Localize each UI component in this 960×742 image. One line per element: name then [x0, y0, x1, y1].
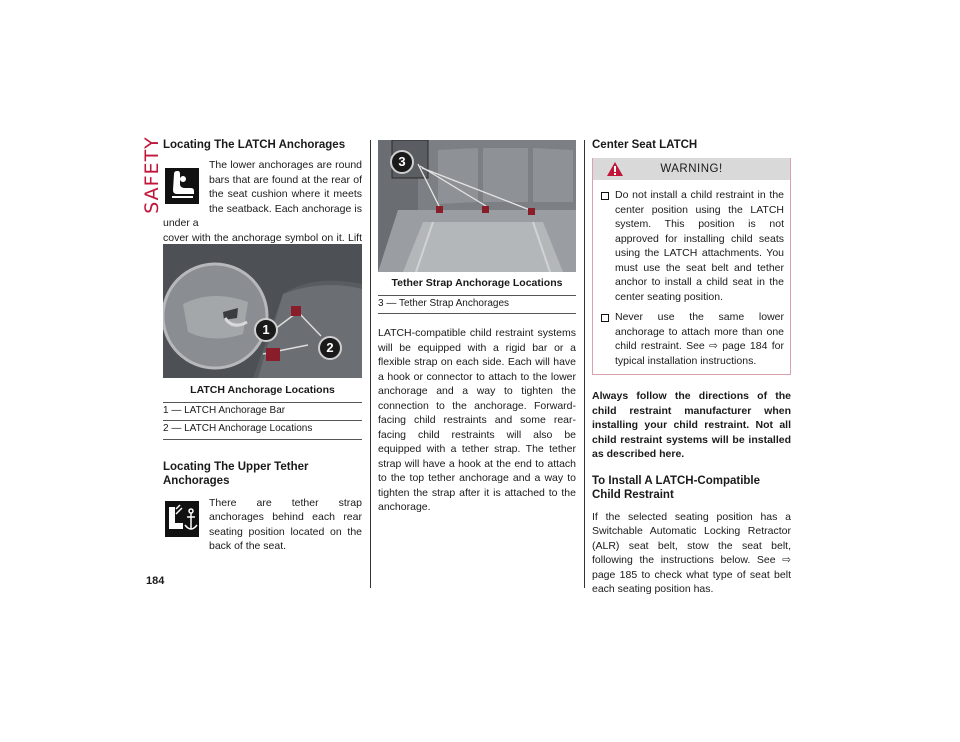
column-divider-2	[584, 140, 585, 588]
column-3	[592, 138, 791, 597]
figure1-caption	[163, 383, 362, 554]
para-latch-compatible: LATCH-compatible child restraint systems will be equipped with a rigid bar or a flexible strap on each side. Each will have a hook or connector to attach to the lower anchorage and a way to tighten the connection to the anchorage. Forward-facing child restraints and some rear-facing child restraints will also be equipped with a tether strap. The tether strap will have a hook at the end to attach to the top tether anchorage and a way to tighten the strap after it is attached to the anchorage.	[378, 327, 576, 513]
page-number: 184	[146, 575, 165, 587]
para-lower-anchorages-cont: cover with the anchorage symbol on it. Lift	[163, 231, 362, 244]
column-2	[378, 276, 576, 515]
figure1-item-1: 1 — LATCH Anchorage Bar	[163, 402, 362, 422]
para-follow-directions: Always follow the directions of the child restraint manufacturer when installing your child restraint. Not all child restraint systems will be installed as described here.	[592, 390, 791, 460]
para-tether-anchorages: There are tether strap anchorages behind each rear seating position located on the back of the seat.	[209, 496, 362, 552]
para-lower-anchorages: The lower anchorages are round bars that are found at the rear of the seat cushion where it meets the seatback. Each anchorage is under a	[163, 159, 362, 229]
heading-upper-tether: Locating The Upper Tether Anchorages	[163, 460, 309, 487]
warning-box	[592, 158, 791, 375]
heading-center-seat: Center Seat LATCH	[592, 139, 698, 151]
column-divider-1	[370, 140, 371, 588]
callout-2: 2	[318, 336, 342, 360]
figure2-item-1: 3 — Tether Strap Anchorages	[378, 295, 576, 315]
callout-1: 1	[254, 318, 278, 342]
warning-title: WARNING!	[660, 163, 723, 175]
section-tab	[139, 136, 163, 214]
figure1-item-2: 2 — LATCH Anchorage Locations	[163, 421, 362, 440]
warning-header	[593, 158, 790, 180]
warning-item: Do not install a child restraint in the center position using the LATCH system. This position is not approved for installing child seats using the LATCH attachments. You must use the seat belt and tether anchor to install a child seat in the center seating position.	[599, 188, 784, 304]
tether-anchor-icon	[165, 501, 199, 537]
warning-icon	[607, 162, 623, 184]
para-install-latch: If the selected seating position has a Switchable Automatic Locking Retractor (ALR) seat belt, stow the seat belt, following the instructions below. See ⇨ page 185 to check what type of seat belt each seating position has.	[592, 510, 791, 595]
figure2-title: Tether Strap Anchorage Locations	[391, 277, 563, 289]
bullet-square-icon	[601, 314, 609, 322]
latch-symbol-icon	[165, 168, 199, 204]
column-1	[163, 138, 362, 260]
figure1-title: LATCH Anchorage Locations	[190, 384, 335, 396]
heading-latch-anchorages: Locating The LATCH Anchorages	[163, 139, 346, 151]
warning-item: Never use the same lower anchorage to attach more than one child restraint. See ⇨ page 184 for typical installation instructions.	[599, 310, 784, 368]
heading-install-latch: To Install A LATCH-Compatible Child Restraint	[592, 474, 761, 501]
callout-3: 3	[390, 150, 414, 174]
bullet-square-icon	[601, 192, 609, 200]
section-tab-label: SAFETY	[140, 136, 163, 214]
